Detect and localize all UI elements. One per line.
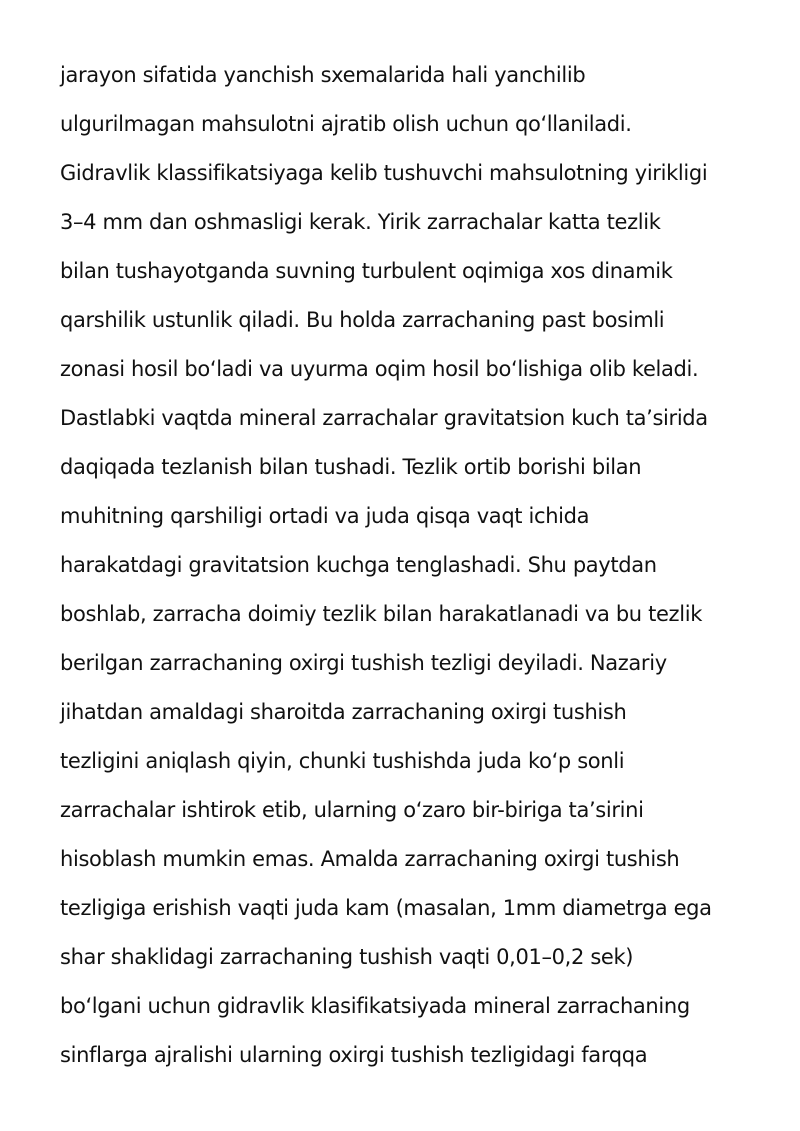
text-line: 3–4 mm dan oshmasligi kerak. Yirik zarrachalar katta tezlik bbox=[60, 210, 661, 234]
text-line: jihatdan amaldagi sharoitda zarrachaning oxirgi tushish bbox=[60, 700, 627, 724]
text-line: muhitning qarshiligi ortadi va juda qisqa vaqt ichida bbox=[60, 504, 590, 528]
text-line: sinflarga ajralishi ularning oxirgi tushish tezligidagi farqqa bbox=[60, 1043, 648, 1067]
text-line: daqiqada tezlanish bilan tushadi. Tezlik ortib borishi bilan bbox=[60, 455, 642, 479]
text-line: Dastlabki vaqtda mineral zarrachalar gravitatsion kuch ta’sirida bbox=[60, 406, 708, 430]
text-line: boshlab, zarracha doimiy tezlik bilan harakatlanadi va bu tezlik bbox=[60, 602, 703, 626]
text-line: zarrachalar ishtirok etib, ularning o‘zaro bir-biriga ta’sirini bbox=[60, 798, 644, 822]
text-line: zonasi hosil bo‘ladi va uyurma oqim hosil bo‘lishiga olib keladi. bbox=[60, 357, 699, 381]
body-text bbox=[60, 54, 750, 1083]
text-line: bo‘lgani uchun gidravlik klasifikatsiyada mineral zarrachaning bbox=[60, 994, 690, 1018]
text-line: harakatdagi gravitatsion kuchga tenglashadi. Shu paytdan bbox=[60, 553, 657, 577]
text-line: bilan tushayotganda suvning turbulent oqimiga xos dinamik bbox=[60, 259, 673, 283]
text-line: tezligini aniqlash qiyin, chunki tushishda juda ko‘p sonli bbox=[60, 749, 625, 773]
text-line: tezligiga erishish vaqti juda kam (masalan, 1mm diametrga ega bbox=[60, 896, 712, 920]
text-line: qarshilik ustunlik qiladi. Bu holda zarrachaning past bosimli bbox=[60, 308, 665, 332]
text-line: berilgan zarrachaning oxirgi tushish tezligi deyiladi. Nazariy bbox=[60, 651, 667, 675]
text-line: shar shaklidagi zarrachaning tushish vaqti 0,01–0,2 sek) bbox=[60, 945, 634, 969]
text-line: jarayon sifatida yanchish sxemalarida hali yanchilib bbox=[60, 63, 586, 87]
text-line: ulgurilmagan mahsulotni ajratib olish uchun qo‘llaniladi. bbox=[60, 112, 632, 136]
text-line: hisoblash mumkin emas. Amalda zarrachaning oxirgi tushish bbox=[60, 847, 680, 871]
text-line: Gidravlik klassifikatsiyaga kelib tushuvchi mahsulotning yirikligi bbox=[60, 161, 708, 185]
